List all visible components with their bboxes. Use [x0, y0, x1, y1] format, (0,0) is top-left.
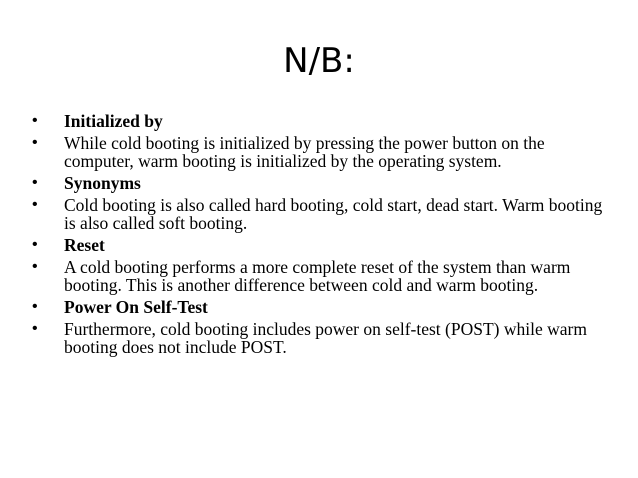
bullet-dot-icon: • [32, 258, 38, 275]
slide-title: N/B: [283, 41, 355, 81]
bullet-dot-icon: • [32, 196, 38, 213]
bullet-heading-synonyms: Synonyms [64, 173, 141, 193]
bullet-item [30, 196, 608, 232]
bullet-heading-reset: Reset [64, 235, 105, 255]
bullet-item [30, 258, 608, 294]
bullet-heading-initialized: Initialized by [64, 111, 163, 131]
bullet-text-reset: A cold booting performs a more complete reset of the system than warm booting. This is another difference between cold and warm booting. [64, 257, 571, 295]
bullet-text-initialized: While cold booting is initialized by pressing the power button on the computer, warm booting is initialized by the operating system. [64, 133, 545, 171]
bullet-dot-icon: • [32, 236, 38, 253]
bullet-dot-icon: • [32, 174, 38, 191]
bullet-item [30, 134, 608, 170]
bullet-item [30, 298, 608, 316]
bullet-item [30, 174, 608, 192]
bullet-dot-icon: • [32, 320, 38, 337]
bullet-dot-icon: • [32, 298, 38, 315]
bullet-item [30, 236, 608, 254]
bullet-text-post: Furthermore, cold booting includes power on self-test (POST) while warm booting does not include POST. [64, 319, 587, 357]
bullet-text-synonyms: Cold booting is also called hard booting, cold start, dead start. Warm booting is also called soft booting. [64, 195, 603, 233]
bullet-dot-icon: • [32, 134, 38, 151]
bullet-item [30, 112, 608, 130]
bullet-dot-icon: • [32, 112, 38, 129]
bullet-heading-post: Power On Self-Test [64, 297, 208, 317]
bullet-item [30, 320, 608, 356]
bullet-list [30, 112, 608, 360]
